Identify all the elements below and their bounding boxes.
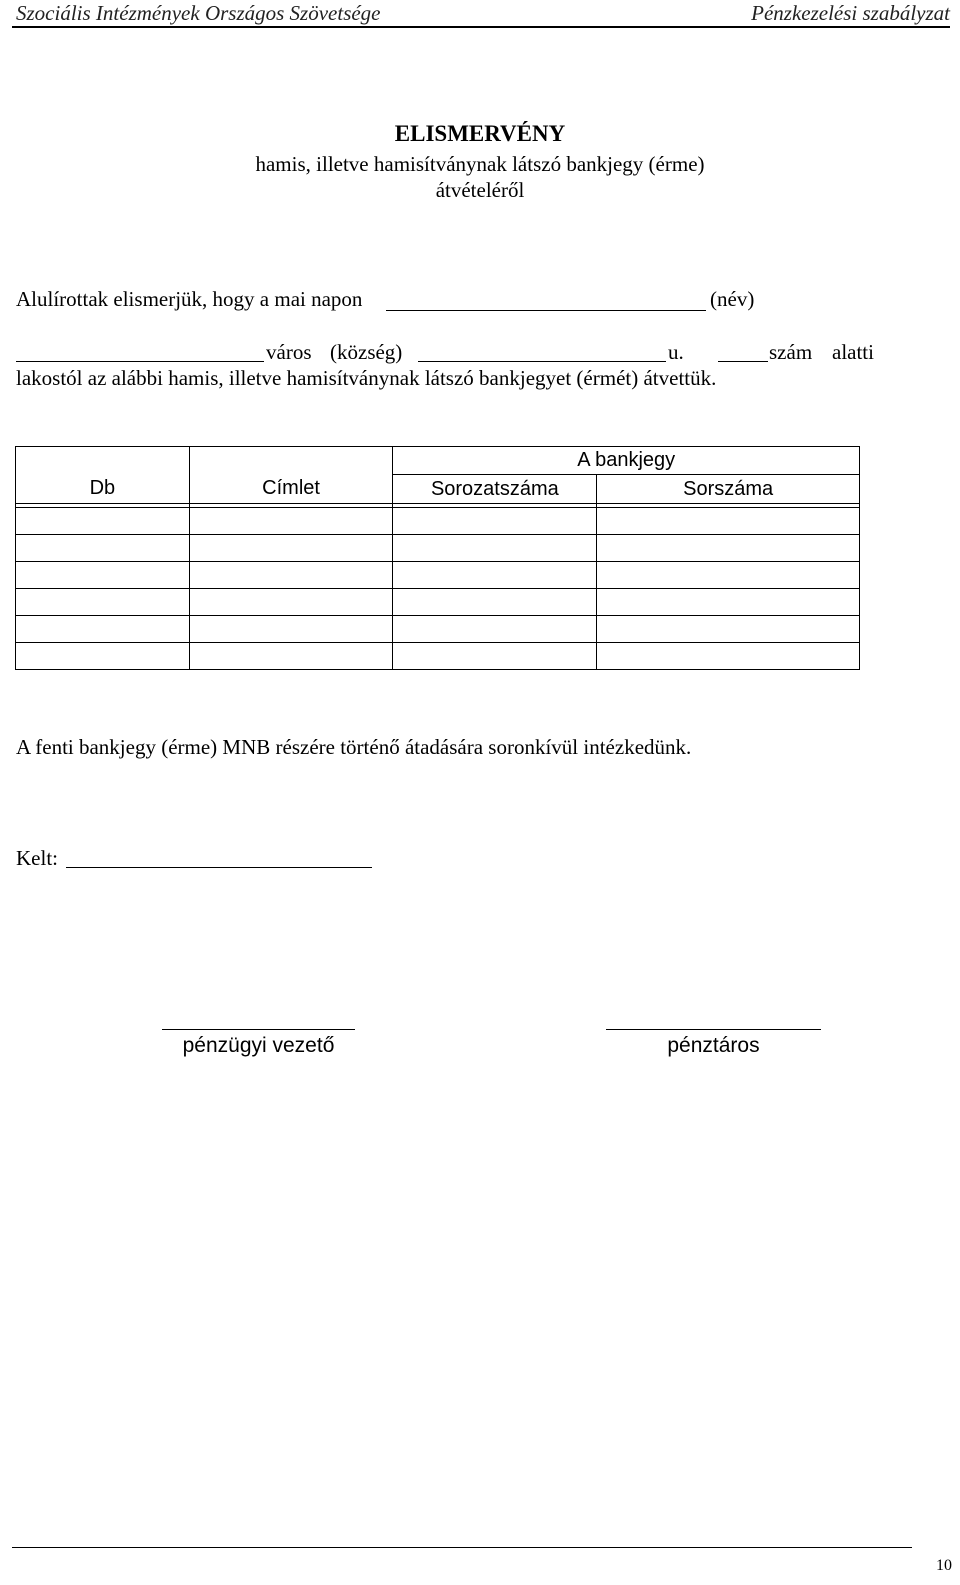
table-row bbox=[16, 562, 860, 589]
cell-db[interactable] bbox=[16, 562, 190, 589]
header-organization: Szociális Intézmények Országos Szövetsége bbox=[16, 1, 381, 25]
cimlet-header-top bbox=[189, 447, 393, 475]
cell-cimlet[interactable] bbox=[189, 643, 393, 670]
banknote-table bbox=[15, 446, 860, 670]
cashier-signature-line[interactable] bbox=[606, 1029, 821, 1030]
cell-sorszama[interactable] bbox=[597, 562, 860, 589]
date-label: Kelt: bbox=[16, 846, 58, 870]
cell-cimlet[interactable] bbox=[189, 616, 393, 643]
village-label: (község) bbox=[330, 340, 403, 364]
table-group-header: A bankjegy bbox=[393, 447, 860, 475]
date-blank-line[interactable] bbox=[66, 867, 372, 868]
column-header-db: Db bbox=[16, 475, 190, 504]
db-header-top bbox=[16, 447, 190, 475]
table-row bbox=[16, 535, 860, 562]
cell-sorszama[interactable] bbox=[597, 508, 860, 535]
column-header-sorozatszama: Sorozatszáma bbox=[393, 475, 597, 504]
page-number: 10 bbox=[936, 1557, 952, 1574]
table-row bbox=[16, 508, 860, 535]
footer-divider bbox=[12, 1547, 912, 1548]
document-subtitle-line2: átvételéről bbox=[435, 178, 525, 202]
header-document-title: Pénzkezelési szabályzat bbox=[751, 1, 950, 25]
city-blank-line[interactable] bbox=[16, 361, 264, 362]
finance-manager-label: pénzügyi vezető bbox=[182, 1034, 335, 1057]
header-divider bbox=[12, 26, 950, 28]
house-number-blank-line[interactable] bbox=[718, 361, 768, 362]
received-text: lakostól az alábbi hamis, illetve hamisítványnak látszó bankjegyet (érmét) átvettük. bbox=[16, 366, 717, 390]
cell-sorozatszama[interactable] bbox=[393, 535, 597, 562]
cell-db[interactable] bbox=[16, 589, 190, 616]
cell-sorozatszama[interactable] bbox=[393, 643, 597, 670]
cell-db[interactable] bbox=[16, 508, 190, 535]
cell-db[interactable] bbox=[16, 616, 190, 643]
cell-sorszama[interactable] bbox=[597, 643, 860, 670]
finance-manager-signature-line[interactable] bbox=[162, 1029, 355, 1030]
number-label: szám bbox=[769, 340, 813, 364]
column-header-sorszama: Sorszáma bbox=[597, 475, 860, 504]
address-suffix-label: alatti bbox=[832, 340, 874, 364]
cell-cimlet[interactable] bbox=[189, 589, 393, 616]
cell-sorozatszama[interactable] bbox=[393, 616, 597, 643]
table-row bbox=[16, 616, 860, 643]
table-row bbox=[16, 643, 860, 670]
intro-text: Alulírottak elismerjük, hogy a mai napon bbox=[16, 287, 363, 311]
cell-sorszama[interactable] bbox=[597, 589, 860, 616]
table-row bbox=[16, 589, 860, 616]
cell-db[interactable] bbox=[16, 535, 190, 562]
street-abbrev-label: u. bbox=[668, 340, 684, 364]
cell-sorozatszama[interactable] bbox=[393, 562, 597, 589]
cashier-label: pénztáros bbox=[667, 1034, 760, 1057]
cell-sorszama[interactable] bbox=[597, 535, 860, 562]
closing-statement: A fenti bankjegy (érme) MNB részére történő átadására soronkívül intézkedünk. bbox=[16, 735, 692, 759]
street-blank-line[interactable] bbox=[418, 361, 666, 362]
city-label: város bbox=[266, 340, 312, 364]
cell-sorozatszama[interactable] bbox=[393, 589, 597, 616]
column-header-cimlet: Címlet bbox=[189, 475, 393, 504]
document-subtitle-line1: hamis, illetve hamisítványnak látszó bankjegy (érme) bbox=[255, 152, 705, 176]
cell-cimlet[interactable] bbox=[189, 535, 393, 562]
cell-cimlet[interactable] bbox=[189, 562, 393, 589]
name-blank-line[interactable] bbox=[386, 310, 706, 311]
cell-sorozatszama[interactable] bbox=[393, 508, 597, 535]
cell-sorszama[interactable] bbox=[597, 616, 860, 643]
name-label: (név) bbox=[710, 287, 755, 311]
cell-db[interactable] bbox=[16, 643, 190, 670]
document-title: ELISMERVÉNY bbox=[394, 121, 566, 146]
cell-cimlet[interactable] bbox=[189, 508, 393, 535]
